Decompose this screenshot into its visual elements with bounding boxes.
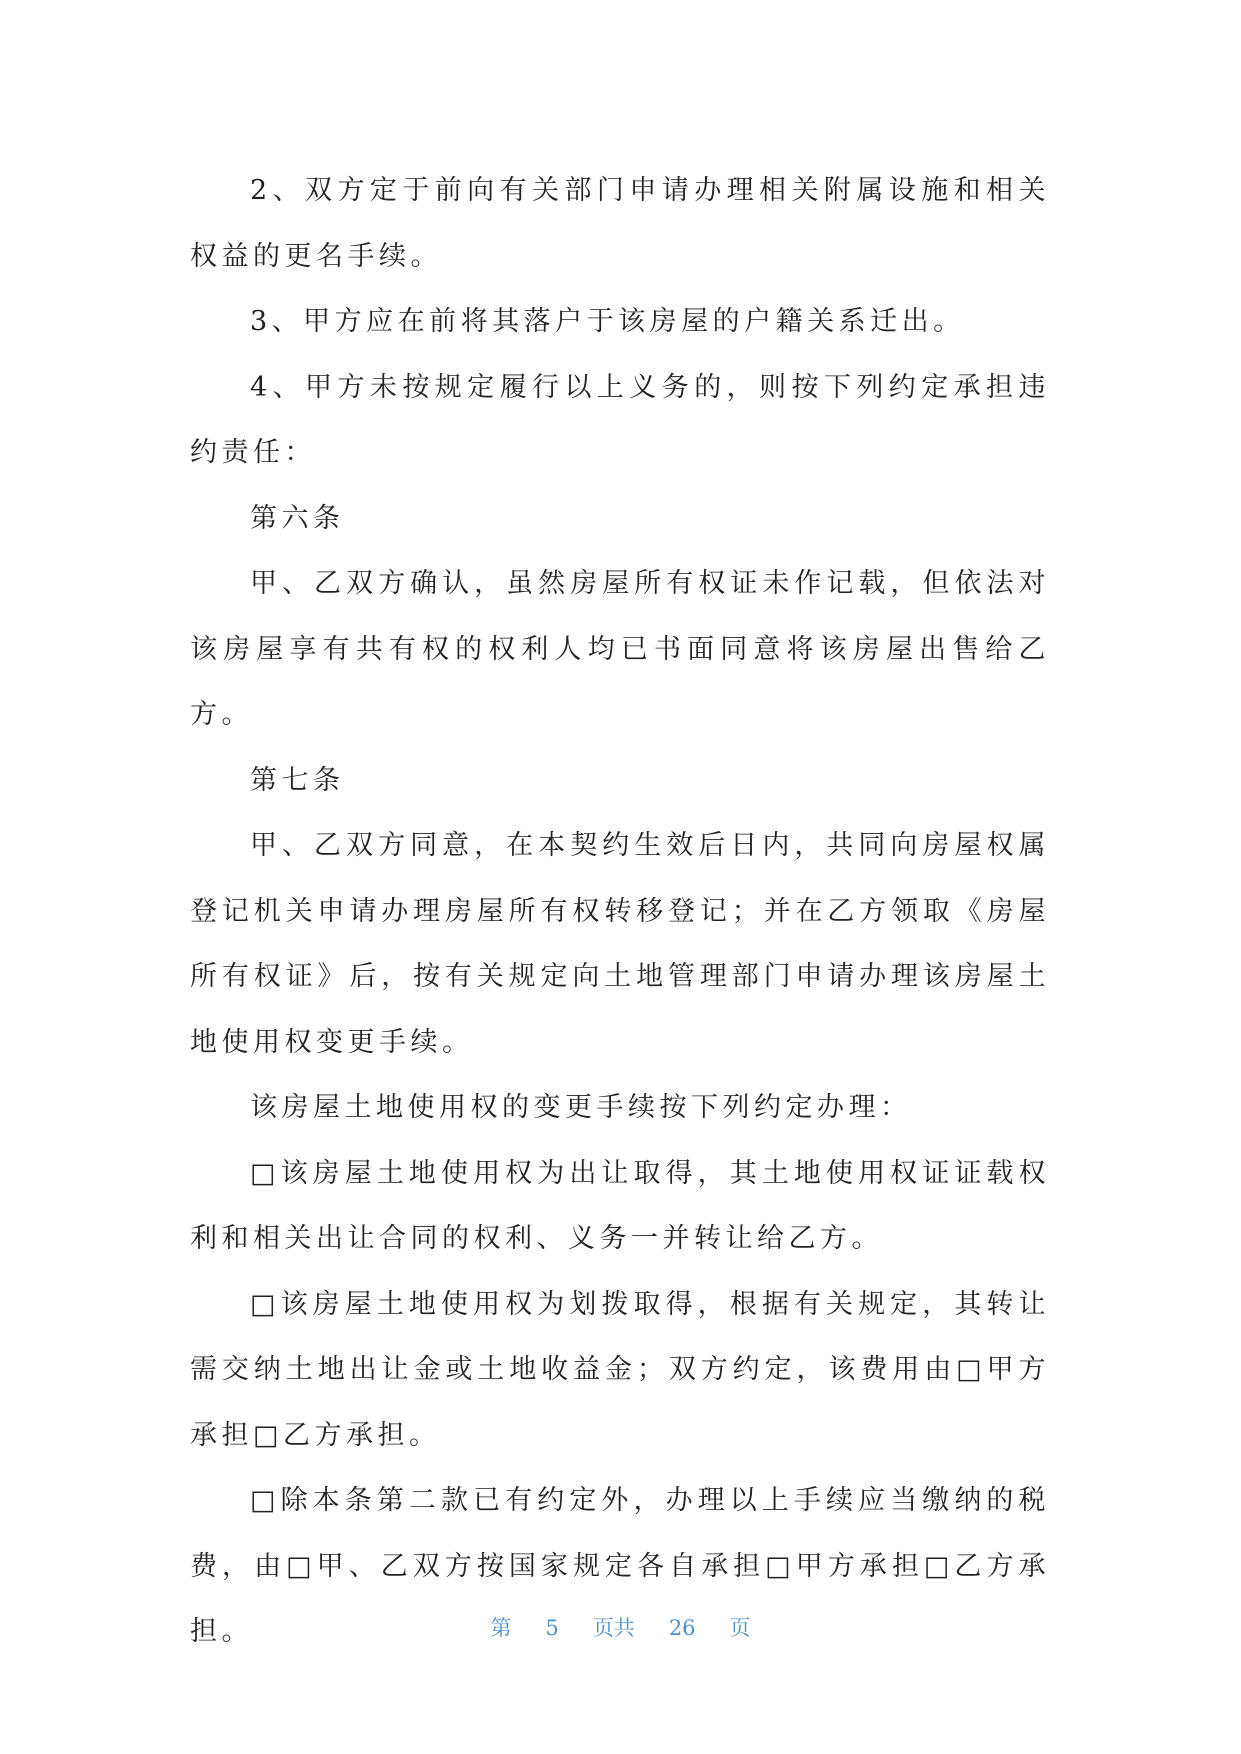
paragraph: 2、双方定于前向有关部门申请办理相关附属设施和相关权益的更名手续。	[190, 175, 1050, 272]
paragraph: 该房屋土地使用权的变更手续按下列约定办理：	[250, 1092, 912, 1123]
footer-total-pages: 26	[668, 1616, 696, 1640]
checkbox-clause: □该房屋土地使用权为划拨取得，根据有关规定，其转让需交纳土地出让金或土地收益金；双方约定，该费用由□甲方承担□乙方承担。	[190, 1288, 1050, 1451]
document-body	[190, 158, 1050, 1665]
paragraph: 3、甲方应在前将其落户于该房屋的户籍关系迁出。	[250, 306, 965, 337]
article-heading: 第七条	[250, 764, 345, 796]
page-footer	[0, 1612, 1241, 1642]
paragraph: 甲、乙双方同意，在本契约生效后日内，共同向房屋权属登记机关申请办理房屋所有权转移登记；并在乙方领取《房屋所有权证》后，按有关规定向土地管理部门申请办理该房屋土地使用权变更手续。	[190, 830, 1050, 1058]
footer-middle: 页共	[592, 1616, 635, 1640]
article-heading: 第六条	[250, 502, 345, 534]
paragraph: 甲、乙双方确认，虽然房屋所有权证未作记载，但依法对该房屋享有共有权的权利人均已书面同意将该房屋出售给乙方。	[190, 568, 1050, 730]
checkbox-clause: □除本条第二款已有约定外，办理以上手续应当缴纳的税费，由□甲、乙双方按国家规定各自承担□甲方承担□乙方承担。	[190, 1485, 1050, 1647]
footer-current-page: 5	[545, 1616, 559, 1640]
footer-suffix: 页	[729, 1616, 751, 1640]
paragraph: 4、甲方未按规定履行以上义务的，则按下列约定承担违约责任：	[190, 371, 1050, 468]
checkbox-clause: □该房屋土地使用权为出让取得，其土地使用权证证载权利和相关出让合同的权利、义务一并转让给乙方。	[190, 1157, 1050, 1254]
footer-prefix: 第	[490, 1616, 512, 1640]
